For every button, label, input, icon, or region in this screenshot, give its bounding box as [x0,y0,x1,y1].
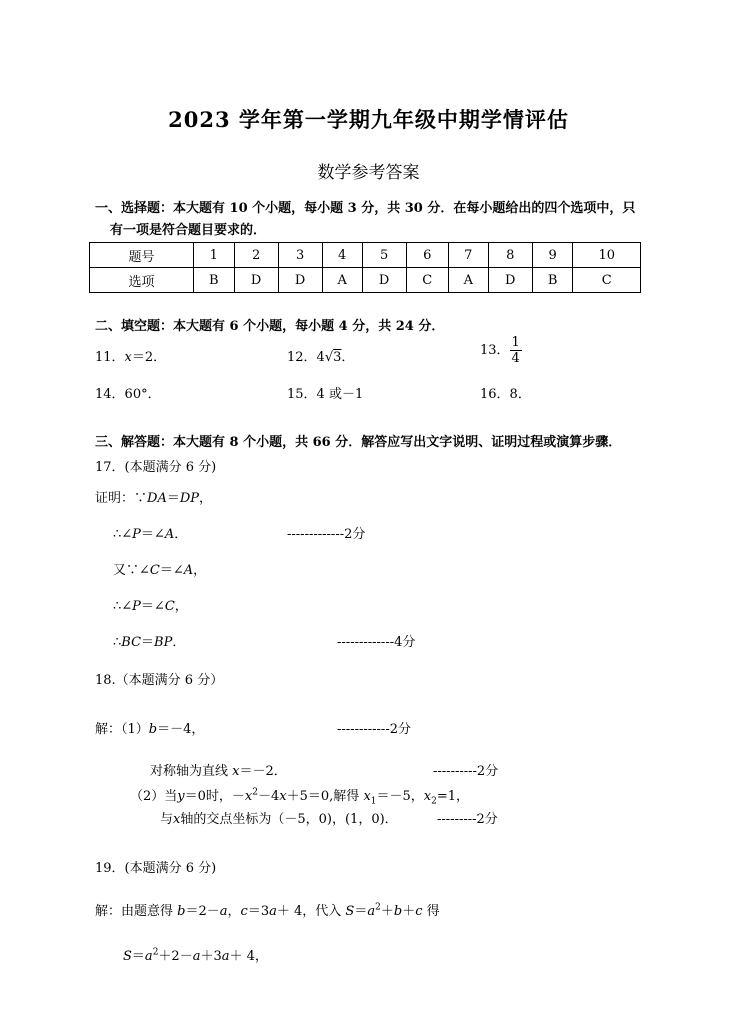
q18-line3 [130,785,469,807]
q18-line2-score: ----------2分 [433,764,499,779]
section3-heading: 三、解答题：本大题有 8 个小题，共 66 分．解答应写出文字说明、证明过程或演算步骤． [95,435,622,450]
q17-l4-text: ＝∠ [140,599,165,614]
q17-l1-text: 证明：∵ [95,491,148,506]
q19-l2-text: ＋ 4， [229,949,268,964]
question-number: 6 [406,243,448,268]
q17-l3-text: ＝∠ [159,563,184,578]
q17-line5 [113,631,185,650]
q17-l2-text: ∴∠ [113,527,133,542]
q18-l2-text: ＝－2． [239,764,287,779]
answer-option: D [488,268,532,293]
q18-l3-text: －4 [258,789,280,804]
q19-l2-text: ＋3 [200,949,222,964]
q17-l5-text: ∴ [113,635,122,650]
answer-15: 15．4 或－1 [287,387,364,402]
q19-l1-var: b [393,904,403,919]
q17-line3 [113,559,206,578]
q19-l1-var: b [177,904,186,919]
q17-l5-text: ＝ [141,635,155,650]
q18-line1-score: ------------2分 [337,722,411,737]
question-number: 10 [573,243,641,268]
q19-l1-exponent: 2 [375,902,381,913]
question-number: 4 [322,243,362,268]
q18-l3-exponent: 2 [252,787,258,798]
q17-l2-text: ＝∠ [140,527,165,542]
answer-14: 14．60°． [95,387,161,402]
answer-13 [480,335,522,366]
q19-l2-text: ＋2－ [158,949,193,964]
q18-l3-var: x [423,789,432,804]
q18-l3-text: ＝－5， [376,789,424,804]
q17-l4-text: ∴∠ [113,599,133,614]
q17-l5-var: BC [121,635,142,650]
q18-line4 [160,808,398,827]
q17-l3-text: 又∵∠ [113,563,150,578]
q18-line1 [95,718,204,737]
q19-l1-var: c [240,904,248,919]
page-subtitle: 数学参考答案 [317,163,420,183]
sqrt-icon: √ [324,350,334,365]
question-number: 9 [532,243,573,268]
answer-table [89,242,641,293]
answer-12-coefficient: 4 [316,350,325,365]
answer-13-numerator: 1 [511,335,520,350]
q17-l1-text: ＝ [166,491,180,506]
q17-l1-text: ， [199,491,213,506]
section2-heading: 二、填空题：本大题有 6 个小题，每小题 4 分，共 24 分． [95,319,445,334]
q19-l2-var: S [123,949,132,964]
q17-line2-score: -------------2分 [287,527,366,542]
row-label-number: 题号 [90,243,194,268]
answer-13-denominator: 4 [511,351,520,366]
q17-l3-text: ， [193,563,207,578]
q19-l2-text: ＝ [131,949,145,964]
q19-l2-var: a [192,949,201,964]
answer-11-value: ＝2． [131,350,167,365]
q19-l2-var: a [221,949,230,964]
q18-line4-score: ---------2分 [437,812,498,827]
q18-l3-subscript: 2 [431,796,437,807]
q17-l5-text: ． [172,635,186,650]
q17-l3-var: A [183,563,194,578]
q19-l1-var: S [345,904,355,919]
question-number: 8 [488,243,532,268]
answer-12-end: ． [341,350,355,365]
q17-header: 17．(本题满分 6 分) [95,460,217,475]
q17-line1 [95,487,212,506]
q18-l3-text: ＋5＝0,解得 [286,789,364,804]
q18-l1-var: b [148,722,158,737]
answer-table-row-options [90,268,641,293]
q19-l1-text: ， [227,904,241,919]
q19-l2-exponent: 2 [152,947,159,958]
answer-12-number: 12． [287,350,317,365]
q17-l3-var: C [149,563,160,578]
q19-l1-text: 解：由题意得 [95,904,178,919]
answer-table-row-numbers [90,243,641,268]
q19-l1-var: a [269,904,277,919]
q18-l4-text: 与 [160,812,174,827]
answer-11-number: 11． [95,350,125,365]
q17-l4-var: P [132,599,141,614]
answer-option: D [234,268,278,293]
answer-option: A [448,268,488,293]
q18-line2 [150,760,287,779]
q18-l3-var: y [177,789,185,804]
q18-l3-text: （2）当 [130,789,178,804]
q18-l1-text: ＝－4， [157,722,205,737]
q18-l4-var: x [173,812,181,827]
q17-l4-text: ， [174,599,188,614]
q19-l1-var: a [367,904,376,919]
answer-11 [95,346,166,365]
q18-l2-text: 对称轴为直线 [150,764,233,779]
q19-l1-var: a [219,904,228,919]
q19-l1-text: ＋ [380,904,394,919]
q19-l1-text: ＋ 4，代入 [276,904,346,919]
q19-header: 19．(本题满分 6 分) [95,861,217,876]
q17-l2-var: P [132,527,141,542]
q18-l3-var: x [279,789,287,804]
answer-13-number: 13． [480,343,510,358]
q18-l3-subscript: 1 [370,796,377,807]
q17-line4 [113,595,188,614]
q19-l1-var: c [415,904,423,919]
page-title: 2023 学年第一学期九年级中期学情评估 [168,107,569,132]
q19-l1-text: ＝2－ [185,904,220,919]
answer-option: A [322,268,362,293]
row-label-option: 选项 [90,268,194,293]
q19-l1-text: ＋ [402,904,416,919]
answer-option: B [532,268,573,293]
q19-l1-text: 得 [422,904,440,919]
q18-l4-text: 轴的交点坐标为（－5，0)，(1，0)． [180,812,398,827]
q17-line5-score: -------------4分 [337,635,416,650]
q19-l1-text: ＝3 [247,904,270,919]
answer-option: C [573,268,641,293]
answer-option: D [362,268,406,293]
q18-l3-text: =1， [436,789,470,804]
q17-l1-var: DP [179,491,200,506]
question-number: 7 [448,243,488,268]
q18-l3-var: x [244,789,253,804]
question-number: 3 [278,243,322,268]
answer-option: D [278,268,322,293]
answer-11-variable: x [124,350,132,365]
answer-12-radicand: 3 [333,350,342,365]
q17-l2-var: A [164,527,175,542]
q19-line1 [95,900,440,919]
q17-l5-var: BP [154,635,173,650]
q18-l2-var: x [232,764,240,779]
q17-l1-var: DA [147,491,167,506]
question-number: 2 [234,243,278,268]
answer-option: C [406,268,448,293]
answer-12 [287,346,354,365]
q18-l3-var: x [363,789,371,804]
question-number: 5 [362,243,406,268]
q17-l4-var: C [164,599,175,614]
q18-l1-text: 解：（1） [95,722,149,737]
q19-l2-var: a [144,949,153,964]
q19-l1-text: ＝ [354,904,368,919]
answer-13-fraction [510,335,522,366]
q18-l3-text: ＝0时，－ [184,789,245,804]
q19-line2 [123,945,268,964]
question-number: 1 [193,243,234,268]
q17-line2 [113,523,187,542]
answer-option: B [193,268,234,293]
q18-header: 18.（本题满分 6 分） [95,673,224,688]
section1-heading-line1: 一、选择题：本大题有 10 个小题，每小题 3 分，共 30 分．在每小题给出的四个选项中，只 [95,201,636,216]
answer-16: 16．8． [480,387,531,402]
section1-heading-line2: 有一项是符合题目要求的． [110,223,267,238]
q17-l2-text: ． [174,527,188,542]
